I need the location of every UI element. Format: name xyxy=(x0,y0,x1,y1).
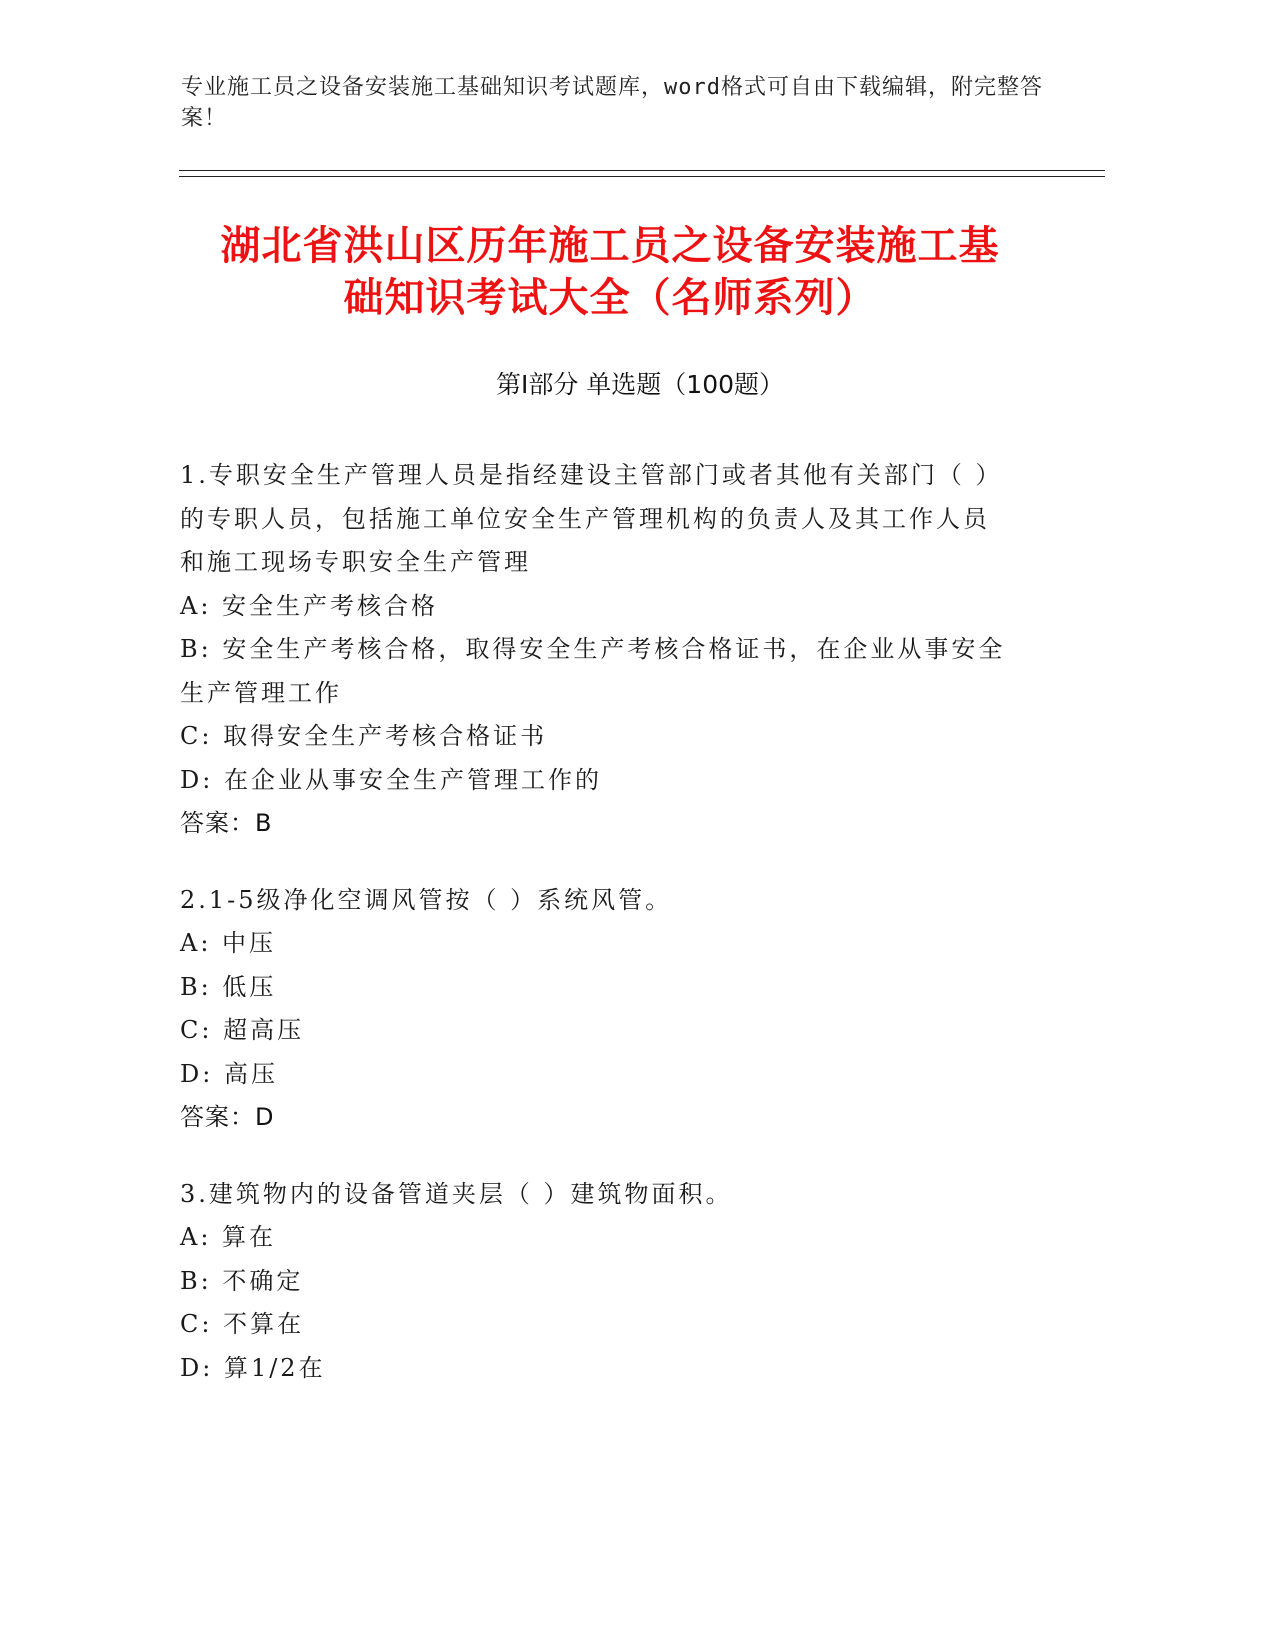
option-c: C: 超高压 xyxy=(180,1016,305,1044)
question-stem-line: 和施工现场专职安全生产管理 xyxy=(180,548,531,576)
header-note: 专业施工员之设备安装施工基础知识考试题库，word格式可自由下载编辑，附完整答案！ xyxy=(181,75,1043,131)
section-title: 第Ⅰ部分 单选题（100题） xyxy=(495,370,785,399)
option-c: C: 不算在 xyxy=(180,1310,305,1338)
document-title xyxy=(160,220,1060,324)
document-title-line-1: 湖北省洪山区历年施工员之设备安装施工基 xyxy=(220,223,1000,269)
header-divider-bottom xyxy=(179,176,1105,177)
option-d: D: 在企业从事安全生产管理工作的 xyxy=(180,765,602,794)
answer-line: 答案：B xyxy=(180,809,273,837)
option-b-continued: 生产管理工作 xyxy=(180,678,342,707)
question-2 xyxy=(180,879,1040,1140)
answer-line: 答案：D xyxy=(180,1103,275,1131)
question-list xyxy=(180,454,1040,1423)
option-b: B: 不确定 xyxy=(180,1266,304,1295)
question-stem-line: 2.1-5级净化空调风管按（ ）系统风管。 xyxy=(180,885,673,914)
question-stem-line: 的专职人员，包括施工单位安全生产管理机构的负责人及其工作人员 xyxy=(180,504,990,533)
option-a: A: 算在 xyxy=(180,1223,277,1251)
question-stem-line: 3.建筑物内的设备管道夹层（ ）建筑物面积。 xyxy=(180,1179,733,1208)
option-c: C: 取得安全生产考核合格证书 xyxy=(180,722,548,750)
option-a: A: 安全生产考核合格 xyxy=(180,591,439,620)
option-d: D: 高压 xyxy=(180,1059,278,1088)
option-d: D: 算1/2在 xyxy=(180,1353,326,1382)
question-3 xyxy=(180,1173,1040,1391)
header-divider-top xyxy=(179,170,1105,171)
question-stem-line: 1.专职安全生产管理人员是指经建设主管部门或者其他有关部门（ ） xyxy=(180,461,1003,489)
option-b: B: 安全生产考核合格，取得安全生产考核合格证书，在企业从事安全 xyxy=(180,635,1006,663)
document-title-line-2: 础知识考试大全（名师系列） xyxy=(343,275,877,321)
question-1 xyxy=(180,454,1040,846)
option-a: A: 中压 xyxy=(180,929,277,957)
option-b: B: 低压 xyxy=(180,972,277,1001)
